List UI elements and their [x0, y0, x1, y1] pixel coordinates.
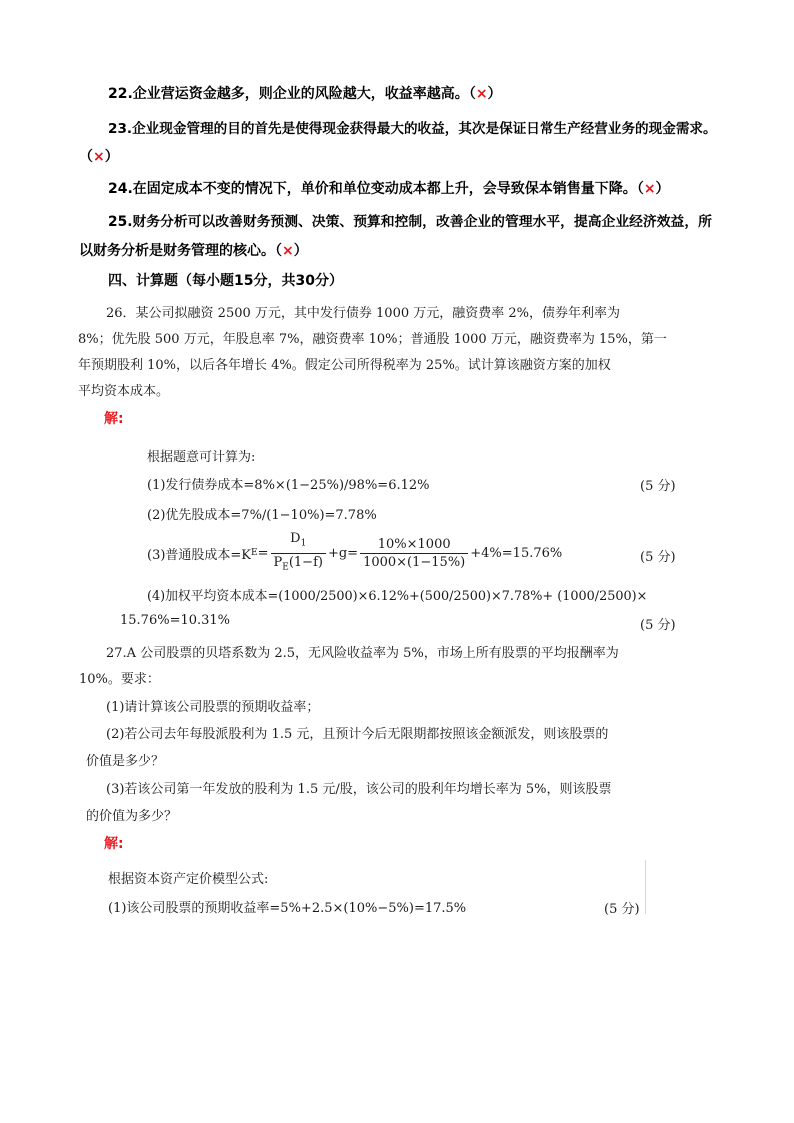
question-26-line-3: 年预期股利 10%，以后各年增长 4%。假定公司所得税率为 25%。试计算该融资方案的加权: [78, 358, 611, 373]
question-24-open: （: [636, 181, 644, 197]
step-3-plus-g: +g=: [327, 545, 359, 561]
fraction-1-numerator-sub: 1: [300, 538, 307, 549]
question-22-close: ）: [487, 86, 502, 102]
question-27-line-3: (1)请计算该公司股票的预期收益率；: [106, 700, 320, 715]
question-24-cross-mark: ×: [643, 181, 656, 197]
question-27-line-4: (2)若公司去年每股派股利为 1.5 元，且预计今后无限期都按照该金额派发，则该股票的: [106, 727, 609, 742]
question-26-answer-label: 解:: [104, 411, 124, 427]
step-3-prefix: (3)普通股成本=K: [147, 547, 252, 563]
question-22-open: （: [468, 86, 476, 102]
question-26-line-2: 8%；优先股 500 万元，年股息率 7%，融资费率 10%；普通股 1000 万元，融资费率为 15%，第一: [78, 332, 667, 347]
question-22: [108, 83, 502, 103]
fraction-numeric: [360, 537, 468, 570]
question-25-close: ）: [293, 243, 308, 259]
question-23: [108, 117, 717, 137]
question-26-step-4-line-1: (4)加权平均资本成本=(1000/2500)×6.12%+(500/2500)×7.78%+ (1000/2500)×: [147, 589, 648, 604]
question-27-line-7: 的价值为多少？: [86, 809, 178, 824]
question-25-line1: [108, 210, 712, 230]
question-27-answer-label: 解:: [104, 836, 124, 852]
question-23-open: （: [79, 149, 93, 165]
question-27-line-2: 10%。要求：: [79, 672, 160, 687]
question-26-line-4: 平均资本成本。: [78, 384, 170, 399]
question-27-step-1-score: (5 分): [604, 902, 640, 917]
question-25-cross-mark: ×: [282, 243, 294, 259]
question-27-line-6: (3)若该公司第一年发放的股利为 1.5 元/股，该公司的股利年均增长率为 5%，则该股票: [106, 782, 612, 797]
question-22-cross-mark: ×: [475, 86, 488, 102]
question-27-line-5: 价值是多少？: [86, 754, 165, 769]
question-25-text-2: 以财务分析是财务管理的核心。: [79, 243, 275, 259]
question-25-open: （: [275, 243, 282, 259]
question-26-step-3-score: (5 分): [640, 550, 676, 565]
question-24: [108, 178, 670, 198]
question-27-line-1: 27.A 公司股票的贝塔系数为 2.5，无风险收益率为 5%，市场上所有股票的平均报酬率为: [106, 646, 619, 661]
question-23-cross-mark: ×: [93, 149, 105, 165]
fraction-1-denominator: P: [273, 554, 283, 570]
fraction-1-denominator-sub: E: [282, 562, 289, 573]
question-25-line2: [79, 240, 308, 260]
question-27-step-1: (1)该公司股票的预期收益率=5%+2.5×(10%−5%)=17.5%: [108, 901, 467, 916]
question-26-line-1: 26．某公司拟融资 2500 万元，其中发行债券 1000 万元，融资费率 2%，债券年利率为: [106, 306, 620, 321]
step-3-eq: =: [257, 545, 269, 561]
question-26-step-4-line-2: 15.76%=10.31%: [120, 613, 231, 628]
step-3-result: +4%=15.76%: [470, 545, 563, 561]
question-27-intro: 根据资本资产定价模型公式:: [108, 872, 269, 887]
question-23-text: 23.企业现金管理的目的首先是使得现金获得最大的收益，其次是保证日常生产经营业务的现金需求。: [108, 121, 717, 137]
question-26-step-1: (1)发行债券成本=8%×(1−25%)/98%=6.12%: [147, 478, 430, 493]
answer-box-border: [645, 860, 646, 914]
question-25-text-1: 25.财务分析可以改善财务预测、决策、预算和控制，改善企业的管理水平，提高企业经济效益，所: [108, 214, 712, 230]
fraction-1-numerator: D: [290, 531, 301, 546]
question-26-step-4-score: (5 分): [640, 618, 676, 633]
question-26-step-3: [147, 531, 562, 575]
question-26-step-2: (2)优先股成本=7%/(1−10%)=7.78%: [147, 508, 377, 523]
step-3-prefix-sub: E: [251, 548, 258, 559]
question-24-close: ）: [655, 181, 670, 197]
fraction-2-numerator: 10%×1000: [360, 537, 468, 554]
fraction-1-denominator-rest: (1−f): [288, 554, 323, 570]
question-22-text: 22.企业营运资金越多，则企业的风险越大，收益率越高。: [108, 86, 469, 102]
question-24-text: 24.在固定成本不变的情况下，单价和单位变动成本都上升，会导致保本销售量下降。: [108, 181, 637, 197]
fraction-2-denominator: 1000×(1−15%): [363, 554, 466, 570]
question-26-intro: 根据题意可计算为:: [147, 450, 256, 465]
section-4-title: 四、计算题（每小题15分，共30分）: [108, 273, 343, 289]
question-23-close: ）: [104, 149, 119, 165]
question-26-step-1-score: (5 分): [640, 479, 676, 494]
fraction-dividend-model: [271, 531, 326, 575]
question-23-answer: [79, 146, 119, 166]
